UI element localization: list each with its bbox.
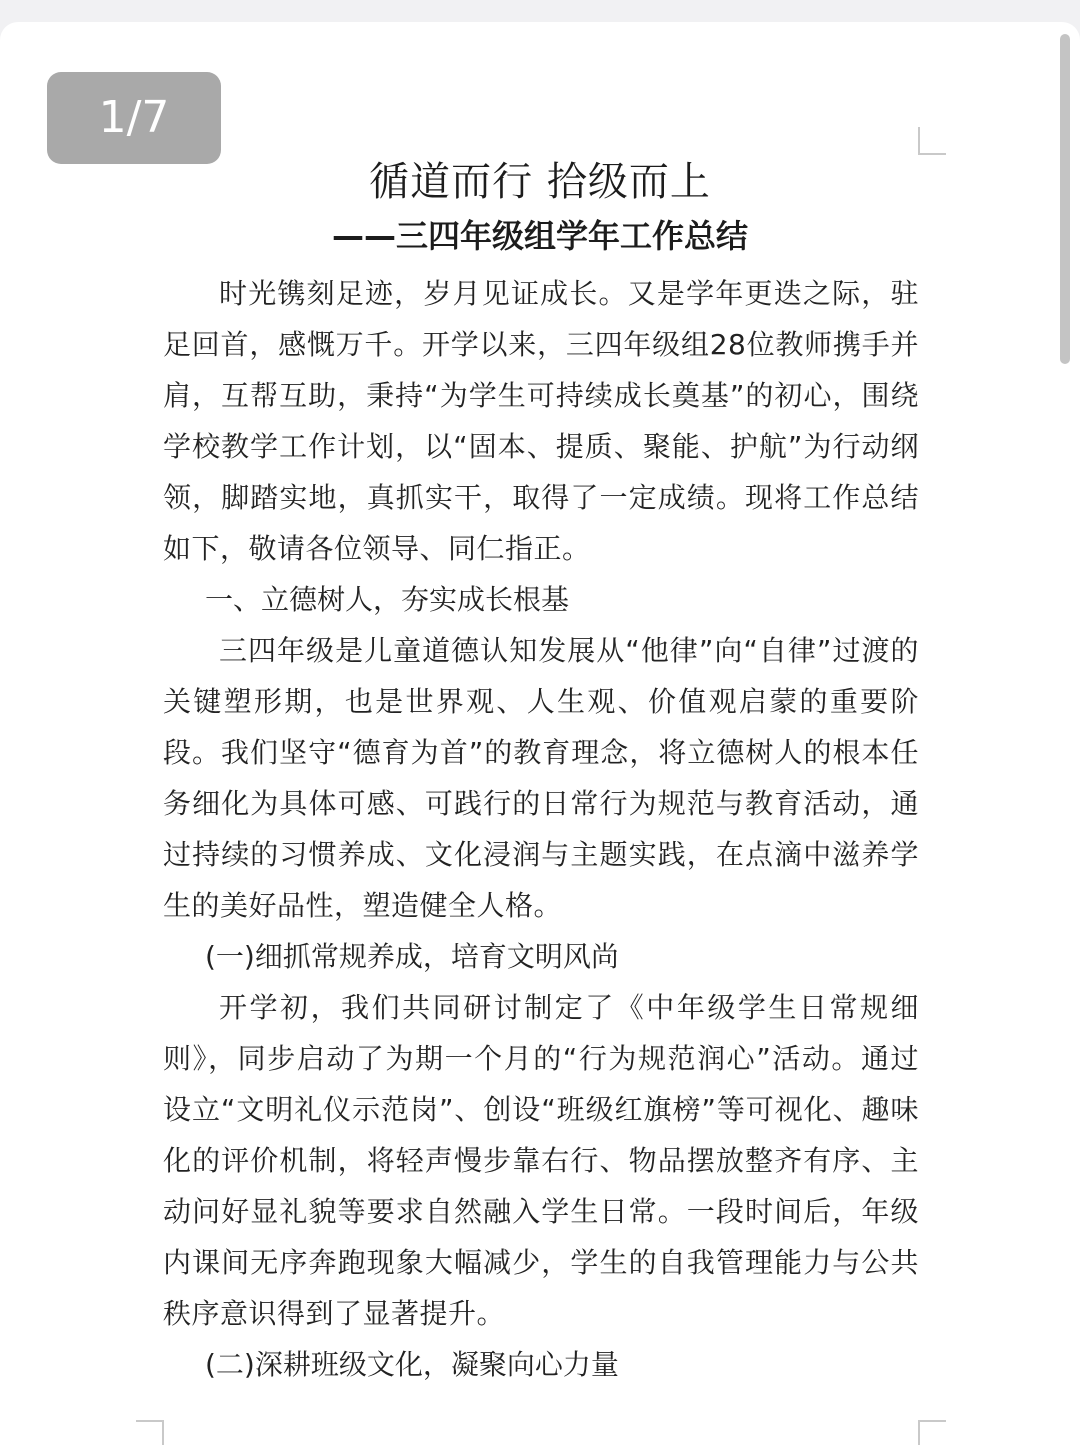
crop-mark-top-right xyxy=(918,127,946,155)
document-page[interactable] xyxy=(0,22,1080,1445)
scrollbar-thumb[interactable] xyxy=(1060,34,1070,364)
section-heading: (二)深耕班级文化，凝聚向心力量 xyxy=(205,1348,619,1381)
document-subtitle: ——三四年级组学年工作总结 xyxy=(331,217,748,255)
section-heading: 一、立德树人，夯实成长根基 xyxy=(205,583,570,616)
document-body xyxy=(163,268,919,1390)
crop-mark-bottom-left xyxy=(136,1420,164,1445)
body-paragraph: 三四年级是儿童道德认知发展从“他律”向“自律”过渡的关键塑形期，也是世界观、人生观、价值观启蒙的重要阶段。我们坚守“德育为首”的教育理念，将立德树人的根本任务细化为具体可感、可践行的日常行为规范与教育活动，通过持续的习惯养成、文化浸润与主题实践，在点滴中滋养学生的美好品性，塑造健全人格。 xyxy=(163,634,919,922)
body-paragraph: 时光镌刻足迹，岁月见证成长。又是学年更迭之际，驻足回首，感慨万千。开学以来，三四年级组28位教师携手并肩，互帮互助，秉持“为学生可持续成长奠基”的初心，围绕学校教学工作计划，以“固本、提质、聚能、护航”为行动纲领，脚踏实地，真抓实干，取得了一定成绩。现将工作总结如下，敬请各位领导、同仁指正。 xyxy=(163,277,919,565)
crop-mark-bottom-right xyxy=(918,1420,946,1445)
body-paragraph: 开学初，我们共同研讨制定了《中年级学生日常规细则》，同步启动了为期一个月的“行为规范润心”活动。通过设立“文明礼仪示范岗”、创设“班级红旗榜”等可视化、趣味化的评价机制，将轻声慢步靠右行、物品摆放整齐有序、主动问好显礼貌等要求自然融入学生日常。一段时间后，年级内课间无序奔跑现象大幅减少，学生的自我管理能力与公共秩序意识得到了显著提升。 xyxy=(163,991,919,1330)
section-heading: (一)细抓常规养成，培育文明风尚 xyxy=(205,940,619,973)
document-title: 循道而行 拾级而上 xyxy=(369,159,711,205)
page-indicator: 1/7 xyxy=(47,72,221,164)
